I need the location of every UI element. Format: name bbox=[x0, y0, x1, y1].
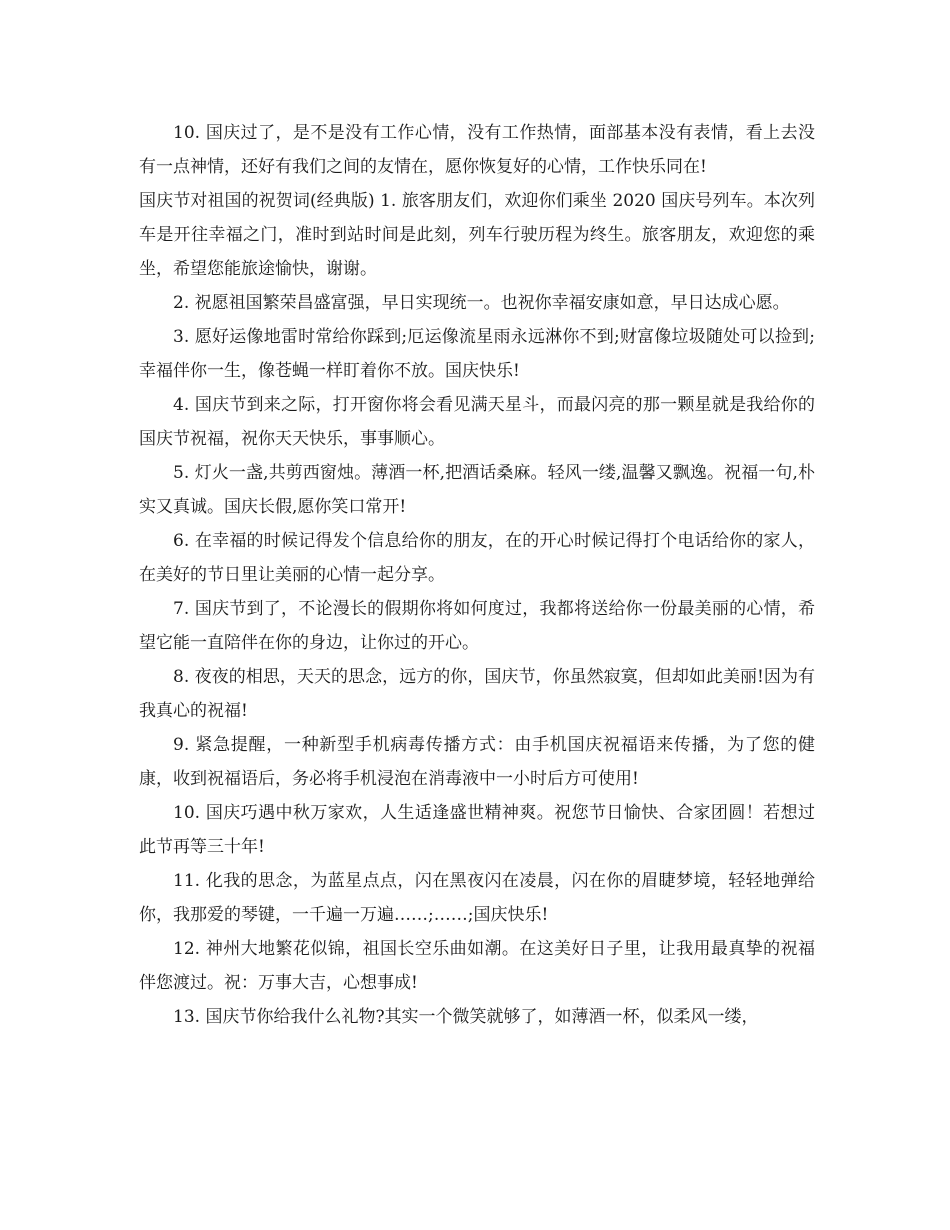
paragraph-item: 11. 化我的思念，为蓝星点点，闪在黑夜闪在凌晨，闪在你的眉睫梦境，轻轻地弹给你，我那爱的琴键，一千遍一万遍……;……;国庆快乐! bbox=[139, 871, 815, 925]
paragraph-item: 13. 国庆节你给我什么礼物?其实一个微笑就够了，如薄酒一杯，似柔风一缕， bbox=[173, 1007, 759, 1027]
paragraph-item: 2. 祝愿祖国繁荣昌盛富强，早日实现统一。也祝你幸福安康如意，早日达成心愿。 bbox=[173, 293, 790, 313]
section-heading-paragraph: 国庆节对祖国的祝贺词(经典版) 1. 旅客朋友们，欢迎你们乘坐 2020 国庆号列车。本次列车是开往幸福之门，准时到站时间是此刻，列车行驶历程为终生。旅客朋友，欢迎您的乘坐，希望您能旅途愉快，谢谢。 bbox=[139, 191, 815, 279]
paragraph-item: 7. 国庆节到了，不论漫长的假期你将如何度过，我都将送给你一份最美丽的心情，希望它能一直陪伴在你的身边，让你过的开心。 bbox=[139, 599, 815, 653]
paragraph-item: 4. 国庆节到来之际，打开窗你将会看见满天星斗，而最闪亮的那一颗星就是我给你的国庆节祝福，祝你天天快乐，事事顺心。 bbox=[139, 395, 815, 449]
paragraph-item: 9. 紧急提醒，一种新型手机病毒传播方式：由手机国庆祝福语来传播，为了您的健康，收到祝福语后，务必将手机浸泡在消毒液中一小时后方可使用! bbox=[139, 735, 815, 789]
paragraph-item: 10. 国庆过了，是不是没有工作心情，没有工作热情，面部基本没有表情，看上去没有一点神情，还好有我们之间的友情在，愿你恢复好的心情，工作快乐同在! bbox=[139, 123, 815, 177]
paragraph-item: 6. 在幸福的时候记得发个信息给你的朋友，在的开心时候记得打个电话给你的家人，在美好的节日里让美丽的心情一起分享。 bbox=[139, 531, 815, 585]
paragraph-item: 8. 夜夜的相思，天天的思念，远方的你，国庆节，你虽然寂寞，但却如此美丽!因为有我真心的祝福! bbox=[139, 667, 815, 721]
paragraph-item: 10. 国庆巧遇中秋万家欢，人生适逢盛世精神爽。祝您节日愉快、合家团圆！若想过此节再等三十年! bbox=[139, 803, 815, 857]
paragraph-item: 5. 灯火一盏,共剪西窗烛。薄酒一杯,把酒话桑麻。轻风一缕,温馨又飘逸。祝福一句,朴实又真诚。国庆长假,愿你笑口常开! bbox=[139, 463, 815, 517]
paragraph-item: 3. 愿好运像地雷时常给你踩到;厄运像流星雨永远淋你不到;财富像垃圾随处可以捡到;幸福伴你一生，像苍蝇一样盯着你不放。国庆快乐! bbox=[139, 327, 815, 381]
paragraph-item: 12. 神州大地繁花似锦，祖国长空乐曲如潮。在这美好日子里，让我用最真挚的祝福伴您渡过。祝：万事大吉，心想事成! bbox=[139, 939, 815, 993]
document-body bbox=[139, 116, 815, 1034]
